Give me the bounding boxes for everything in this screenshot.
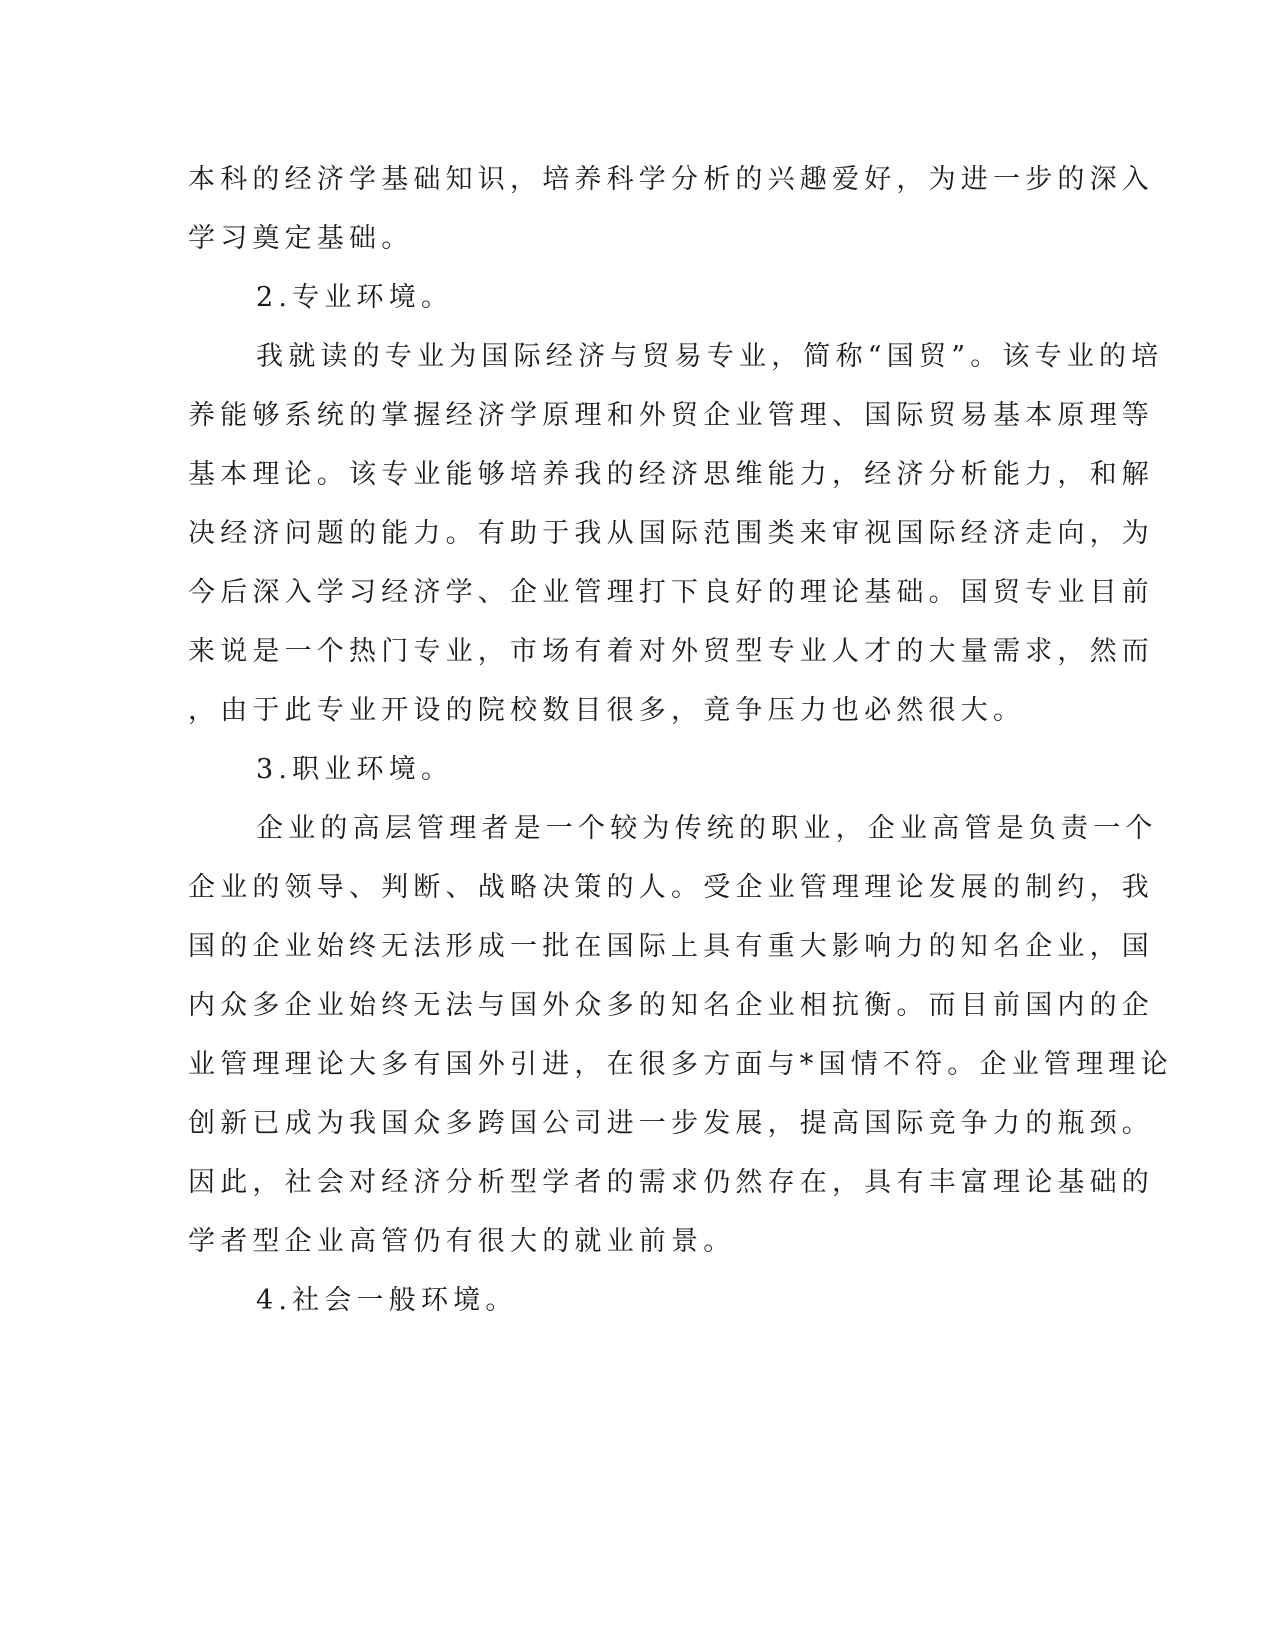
paragraph-line: 决经济问题的能力。有助于我从国际范围类来审视国际经济走向，为 xyxy=(188,518,1154,549)
paragraph-line: 企业的领导、判断、战略决策的人。受企业管理理论发展的制约，我 xyxy=(188,872,1154,903)
paragraph-line: 业管理理论大多有国外引进，在很多方面与*国情不符。企业管理理论 xyxy=(188,1049,1173,1080)
paragraph-line: 我就读的专业为国际经济与贸易专业，简称“国贸”。该专业的培 xyxy=(256,341,1164,372)
paragraph-line: 来说是一个热门专业，市场有着对外贸型专业人才的大量需求，然而 xyxy=(188,636,1154,667)
section-heading-career-environment: 3.职业环境。 xyxy=(256,754,454,785)
paragraph-line: ，由于此专业开设的院校数目很多，竟争压力也必然很大。 xyxy=(188,695,1026,726)
paragraph-line: 内众多企业始终无法与国外众多的知名企业相抗衡。而目前国内的企 xyxy=(188,990,1154,1021)
paragraph-line: 基本理论。该专业能够培养我的经济思维能力，经济分析能力，和解 xyxy=(188,459,1154,490)
paragraph-line: 学习奠定基础。 xyxy=(188,223,414,254)
paragraph-line: 企业的高层管理者是一个较为传统的职业，企业高管是负责一个 xyxy=(256,813,1158,844)
paragraph-line: 今后深入学习经济学、企业管理打下良好的理论基础。国贸专业目前 xyxy=(188,577,1154,608)
section-heading-professional-environment: 2.专业环境。 xyxy=(256,282,454,313)
paragraph-line: 国的企业始终无法形成一批在国际上具有重大影响力的知名企业，国 xyxy=(188,931,1154,962)
paragraph-line: 因此，社会对经济分析型学者的需求仍然存在，具有丰富理论基础的 xyxy=(188,1167,1154,1198)
paragraph-line: 创新已成为我国众多跨国公司进一步发展，提高国际竞争力的瓶颈。 xyxy=(188,1108,1154,1139)
paragraph-line: 本科的经济学基础知识，培养科学分析的兴趣爱好，为进一步的深入 xyxy=(188,164,1154,195)
section-heading-social-environment: 4.社会一般环境。 xyxy=(256,1285,518,1316)
paragraph-line: 学者型企业高管仍有很大的就业前景。 xyxy=(188,1226,736,1257)
paragraph-line: 养能够系统的掌握经济学原理和外贸企业管理、国际贸易基本原理等 xyxy=(188,400,1154,431)
